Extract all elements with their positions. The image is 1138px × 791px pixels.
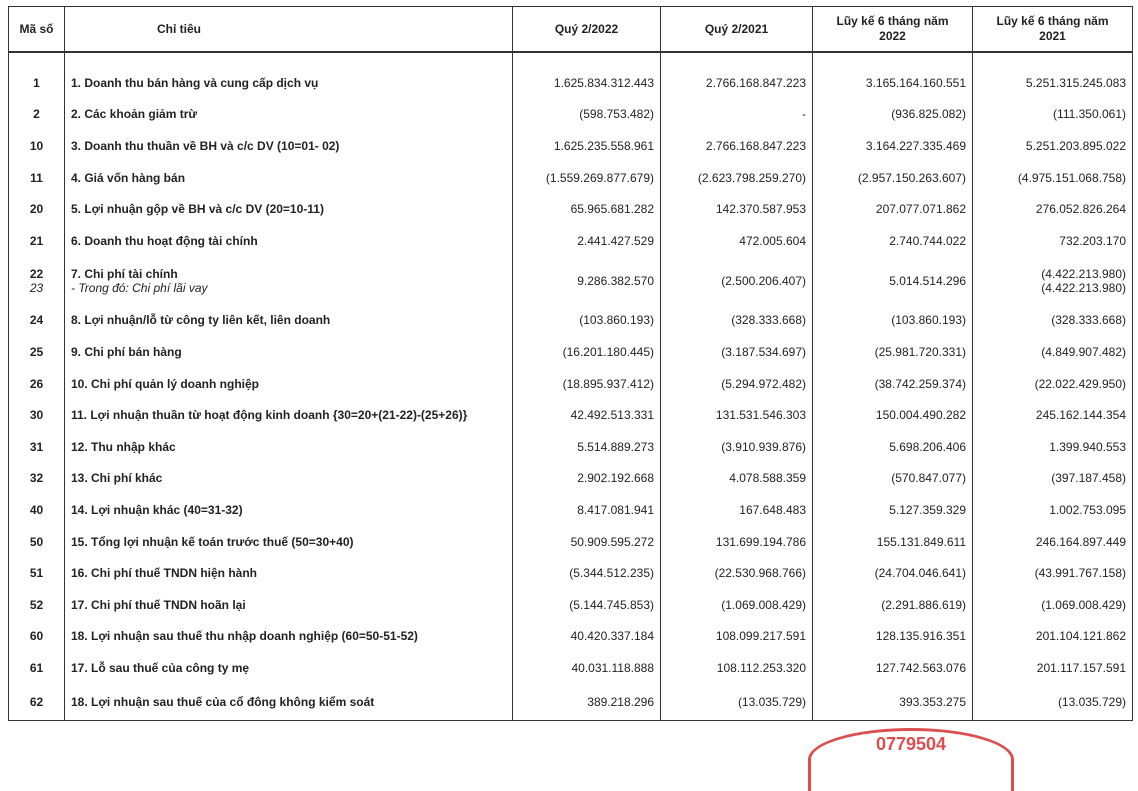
cell-q2-2022: (18.895.937.412) <box>513 368 661 400</box>
cell-ytd-2021: (4.849.907.482) <box>973 336 1133 368</box>
table-row <box>9 67 1133 99</box>
cell-ytd-2021: 246.164.897.449 <box>973 526 1133 558</box>
header-code: Mã số <box>9 7 65 53</box>
cell-ytd-2022: 155.131.849.611 <box>813 526 973 558</box>
cell-q2-2021: 4.078.588.359 <box>661 463 813 495</box>
row-indicator: 12. Thu nhập khác <box>65 431 513 463</box>
table-row <box>9 336 1133 368</box>
cell-ytd-2022: (103.860.193) <box>813 305 973 337</box>
cell-q2-2022: 1.625.235.558.961 <box>513 130 661 162</box>
header-row <box>9 7 1133 53</box>
table-row <box>9 399 1133 431</box>
cell-q2-2021: (3.187.534.697) <box>661 336 813 368</box>
cell-ytd-2022: 393.353.275 <box>813 684 973 721</box>
cell-ytd-2021: 276.052.826.264 <box>973 193 1133 225</box>
cell-q2-2022: (103.860.193) <box>513 305 661 337</box>
row-indicator: 17. Lỗ sau thuế của công ty mẹ <box>65 652 513 684</box>
row-indicator: 4. Giá vốn hàng bán <box>65 162 513 194</box>
row-indicator: 9. Chi phí bán hàng <box>65 336 513 368</box>
cell-q2-2021: 142.370.587.953 <box>661 193 813 225</box>
table-row <box>9 684 1133 721</box>
header-q2-2021: Quý 2/2021 <box>661 7 813 53</box>
row-code: 20 <box>9 193 65 225</box>
cell-ytd-2021: 732.203.170 <box>973 225 1133 257</box>
row-code-main: 22 <box>29 266 44 281</box>
cell-ytd-2021: 245.162.144.354 <box>973 399 1133 431</box>
cell-q2-2021: 2.766.168.847.223 <box>661 130 813 162</box>
table-row <box>9 494 1133 526</box>
cell-q2-2022: 65.965.681.282 <box>513 193 661 225</box>
row-code: 30 <box>9 399 65 431</box>
row-code: 32 <box>9 463 65 495</box>
cell-q2-2022: (16.201.180.445) <box>513 336 661 368</box>
cell-q2-2022: (1.559.269.877.679) <box>513 162 661 194</box>
cell-ytd-2021: (328.333.668) <box>973 305 1133 337</box>
row-indicator: 18. Lợi nhuận sau thuế thu nhập doanh nghiệp (60=50-51-52) <box>65 621 513 653</box>
table-row <box>9 621 1133 653</box>
cell-ytd-2021: (4.975.151.068.758) <box>973 162 1133 194</box>
table-body <box>9 52 1133 720</box>
cell-ytd-2022: 5.698.206.406 <box>813 431 973 463</box>
cell-q2-2021: (2.500.206.407) <box>661 257 813 305</box>
header-ytd-2022-line2: 2022 <box>879 29 906 43</box>
row-code: 62 <box>9 684 65 721</box>
cell-q2-2022: (5.344.512.235) <box>513 557 661 589</box>
cell-q2-2021: (22.530.968.766) <box>661 557 813 589</box>
row-indicator-sub: - Trong đó: Chi phí lãi vay <box>71 280 208 295</box>
cell-ytd-2021: 201.117.157.591 <box>973 652 1133 684</box>
row-code: 25 <box>9 336 65 368</box>
income-statement <box>8 6 1132 721</box>
table-row <box>9 557 1133 589</box>
row-code: 21 <box>9 225 65 257</box>
row-code: 50 <box>9 526 65 558</box>
cell-q2-2021: 131.699.194.786 <box>661 526 813 558</box>
row-indicator: 3. Doanh thu thuần về BH và c/c DV (10=01- 02) <box>65 130 513 162</box>
cell-ytd-2021: 1.399.940.553 <box>973 431 1133 463</box>
cell-q2-2022: 9.286.382.570 <box>513 257 661 305</box>
cell-ytd-2021 <box>973 257 1133 305</box>
cell-q2-2022: 2.441.427.529 <box>513 225 661 257</box>
table-row <box>9 368 1133 400</box>
row-code: 52 <box>9 589 65 621</box>
row-code: 1 <box>9 67 65 99</box>
row-code: 40 <box>9 494 65 526</box>
header-ytd-2021-line1: Lũy kế 6 tháng năm <box>996 14 1109 28</box>
cell-q2-2022: (598.753.482) <box>513 99 661 131</box>
table-row <box>9 589 1133 621</box>
row-indicator: 5. Lợi nhuận gộp về BH và c/c DV (20=10-11) <box>65 193 513 225</box>
cell-ytd-2022: (24.704.046.641) <box>813 557 973 589</box>
cell-ytd-2021: (13.035.729) <box>973 684 1133 721</box>
table-row <box>9 193 1133 225</box>
table-row <box>9 162 1133 194</box>
cell-ytd-2022: (25.981.720.331) <box>813 336 973 368</box>
cell-ytd-2021: 201.104.121.862 <box>973 621 1133 653</box>
cell-ytd-2022: (2.957.150.263.607) <box>813 162 973 194</box>
cell-q2-2021: (2.623.798.259.270) <box>661 162 813 194</box>
cell-q2-2021: 108.099.217.591 <box>661 621 813 653</box>
row-indicator: 14. Lợi nhuận khác (40=31-32) <box>65 494 513 526</box>
cell-q2-2021: 167.648.483 <box>661 494 813 526</box>
cell-q2-2021: (5.294.972.482) <box>661 368 813 400</box>
cell-ytd-2021: 5.251.203.895.022 <box>973 130 1133 162</box>
cell-q2-2022: (5.144.745.853) <box>513 589 661 621</box>
cell-ytd-2021: (22.022.429.950) <box>973 368 1133 400</box>
cell-ytd-2022: 3.164.227.335.469 <box>813 130 973 162</box>
cell-ytd-2022: 127.742.563.076 <box>813 652 973 684</box>
cell-ytd-2022: 3.165.164.160.551 <box>813 67 973 99</box>
row-code-sub: 23 <box>29 280 44 295</box>
row-indicator: 17. Chi phí thuế TNDN hoãn lại <box>65 589 513 621</box>
row-indicator: 15. Tổng lợi nhuận kế toán trước thuế (50=30+40) <box>65 526 513 558</box>
header-ytd-2022-line1: Lũy kế 6 tháng năm <box>836 14 949 28</box>
cell-ytd-2022: (936.825.082) <box>813 99 973 131</box>
table-row <box>9 99 1133 131</box>
row-code: 10 <box>9 130 65 162</box>
cell-q2-2021: - <box>661 99 813 131</box>
header-ytd-2021 <box>973 7 1133 53</box>
cell-q2-2022: 40.031.118.888 <box>513 652 661 684</box>
row-code: 24 <box>9 305 65 337</box>
row-indicator: 1. Doanh thu bán hàng và cung cấp dịch vụ <box>65 67 513 99</box>
cell-ytd-2022: (570.847.077) <box>813 463 973 495</box>
seal-number: 0779504 <box>875 734 947 754</box>
cell-q2-2022: 50.909.595.272 <box>513 526 661 558</box>
cell-q2-2022: 42.492.513.331 <box>513 399 661 431</box>
cell-q2-2022: 2.902.192.668 <box>513 463 661 495</box>
table-row <box>9 305 1133 337</box>
company-seal <box>808 728 1014 791</box>
table-row <box>9 431 1133 463</box>
cell-ytd-2022: 2.740.744.022 <box>813 225 973 257</box>
header-ytd-2021-line2: 2021 <box>1039 29 1066 43</box>
row-indicator: 10. Chi phí quản lý doanh nghiệp <box>65 368 513 400</box>
header-indicator: Chỉ tiêu <box>65 7 513 53</box>
cell-q2-2022: 389.218.296 <box>513 684 661 721</box>
row-code: 26 <box>9 368 65 400</box>
cell-ytd-2021: (1.069.008.429) <box>973 589 1133 621</box>
row-code: 51 <box>9 557 65 589</box>
cell-q2-2021: (328.333.668) <box>661 305 813 337</box>
cell-ytd-2021: 1.002.753.095 <box>973 494 1133 526</box>
income-statement-table <box>8 6 1133 721</box>
table-row <box>9 463 1133 495</box>
cell-ytd-2022: 207.077.071.862 <box>813 193 973 225</box>
row-code: 31 <box>9 431 65 463</box>
row-code: 11 <box>9 162 65 194</box>
row-code <box>9 257 65 305</box>
cell-q2-2022: 1.625.834.312.443 <box>513 67 661 99</box>
row-indicator-main: 7. Chi phí tài chính <box>71 266 178 281</box>
table-row <box>9 130 1133 162</box>
row-indicator <box>65 257 513 305</box>
table-row <box>9 526 1133 558</box>
cell-ytd-2021: (43.991.767.158) <box>973 557 1133 589</box>
cell-q2-2022: 8.417.081.941 <box>513 494 661 526</box>
row-indicator: 6. Doanh thu hoạt động tài chính <box>65 225 513 257</box>
cell-q2-2021: (3.910.939.876) <box>661 431 813 463</box>
cell-ytd-2021: (111.350.061) <box>973 99 1133 131</box>
table-row <box>9 652 1133 684</box>
cell-ytd-2021-main: (4.422.213.980) <box>1041 266 1126 281</box>
row-indicator: 18. Lợi nhuận sau thuế của cổ đông không kiểm soát <box>65 684 513 721</box>
cell-q2-2022: 40.420.337.184 <box>513 621 661 653</box>
cell-q2-2021: 472.005.604 <box>661 225 813 257</box>
cell-ytd-2021: (397.187.458) <box>973 463 1133 495</box>
row-indicator: 2. Các khoản giảm trừ <box>65 99 513 131</box>
row-indicator: 8. Lợi nhuận/lỗ từ công ty liên kết, liên doanh <box>65 305 513 337</box>
cell-q2-2021: (13.035.729) <box>661 684 813 721</box>
table-row <box>9 257 1133 305</box>
header-q2-2022: Quý 2/2022 <box>513 7 661 53</box>
table-row <box>9 225 1133 257</box>
row-indicator: 13. Chi phí khác <box>65 463 513 495</box>
cell-q2-2021: 131.531.546.303 <box>661 399 813 431</box>
cell-ytd-2022: 5.127.359.329 <box>813 494 973 526</box>
cell-ytd-2021-sub: (4.422.213.980) <box>1041 280 1126 295</box>
row-code: 2 <box>9 99 65 131</box>
cell-ytd-2022: 5.014.514.296 <box>813 257 973 305</box>
cell-ytd-2022: 128.135.916.351 <box>813 621 973 653</box>
header-ytd-2022 <box>813 7 973 53</box>
cell-ytd-2022: 150.004.490.282 <box>813 399 973 431</box>
row-code: 61 <box>9 652 65 684</box>
row-indicator: 16. Chi phí thuế TNDN hiện hành <box>65 557 513 589</box>
cell-ytd-2022: (2.291.886.619) <box>813 589 973 621</box>
row-indicator: 11. Lợi nhuận thuần từ hoạt động kinh doanh {30=20+(21-22)-(25+26)} <box>65 399 513 431</box>
cell-ytd-2021: 5.251.315.245.083 <box>973 67 1133 99</box>
cell-q2-2022: 5.514.889.273 <box>513 431 661 463</box>
cell-q2-2021: 108.112.253.320 <box>661 652 813 684</box>
cell-q2-2021: (1.069.008.429) <box>661 589 813 621</box>
cell-ytd-2022: (38.742.259.374) <box>813 368 973 400</box>
row-code: 60 <box>9 621 65 653</box>
spacer-row <box>9 52 1133 67</box>
cell-q2-2021: 2.766.168.847.223 <box>661 67 813 99</box>
